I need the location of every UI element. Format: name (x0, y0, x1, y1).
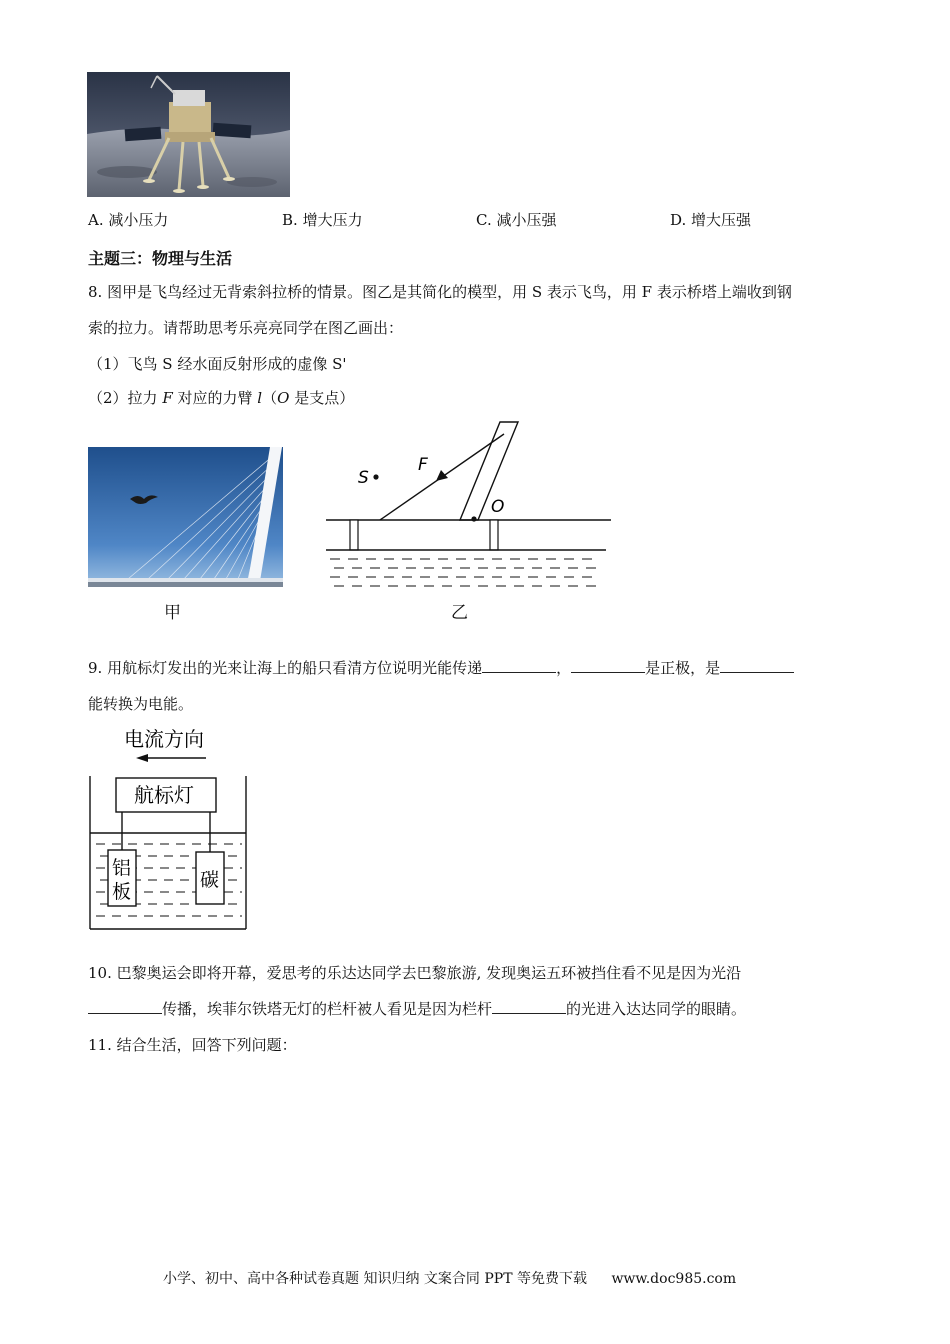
carbon-label: 碳 (200, 869, 220, 891)
answer-blank[interactable] (492, 999, 566, 1014)
answer-blank[interactable] (720, 658, 794, 673)
lamp-label: 航标灯 (134, 783, 194, 807)
q11-line1: 11. 结合生活，回答下列问题： (88, 1036, 297, 1054)
current-arrow-head (136, 754, 148, 762)
q9-line2: 能转换为电能。 (88, 695, 194, 713)
option-c (476, 210, 557, 230)
fig-b-caption: 乙 (451, 603, 468, 623)
section-title: 主题三：物理与生活 (88, 249, 233, 268)
option-a-letter: A. (88, 211, 104, 229)
option-a-text: 减小压力 (108, 211, 169, 229)
force-arrow-head (436, 470, 448, 481)
footer-text: 小学、初中、高中各种试卷真题 知识归纳 文案合同 PPT 等免费下载 (163, 1271, 587, 1287)
answer-blank[interactable] (571, 658, 645, 673)
bridge-photo (88, 447, 283, 587)
aluminum-label-2: 板 (112, 881, 132, 903)
pylon (460, 422, 518, 520)
option-a (88, 210, 168, 230)
q8-item2-O: O (277, 389, 290, 407)
label-o: O (491, 497, 505, 517)
option-c-letter: C. (476, 211, 492, 229)
q8-item2-F: F (162, 389, 173, 407)
q10-line2-text: 的光进入达达同学的眼睛。 (566, 1000, 747, 1018)
option-d-text: 增大压强 (691, 211, 752, 229)
option-b (282, 210, 363, 230)
q10-line1: 10. 巴黎奥运会即将开幕，爱思考的乐达达同学去巴黎旅游, 发现奥运五环被挡住看不见是因为光沿 (88, 964, 742, 982)
option-b-letter: B. (282, 211, 298, 229)
q8-item2-part: 是支点） (289, 389, 355, 407)
q10-line2-text: 传播，埃菲尔铁塔无灯的栏杆被人看见是因为栏杆 (162, 1000, 493, 1018)
aluminum-label-1: 铝 (112, 857, 132, 879)
fig-a-caption: 甲 (164, 603, 181, 623)
pivot-point-o (471, 516, 476, 521)
bird-point-s (373, 474, 378, 479)
option-b-text: 增大压力 (302, 211, 363, 229)
current-direction-label: 电流方向 (124, 727, 204, 751)
label-f: F (418, 455, 428, 475)
q8-line2: 索的拉力。请帮助思考乐亮亮同学在图乙画出： (88, 319, 404, 337)
option-d-letter: D. (670, 211, 687, 229)
option-d (670, 210, 751, 230)
q8-item2 (88, 388, 354, 408)
q9-line1-text: ， (556, 659, 572, 677)
q10-line2 (88, 999, 746, 1019)
answer-blank[interactable] (482, 658, 556, 673)
option-c-text: 减小压强 (496, 211, 557, 229)
q8-item2-part: 对应的力臂 (172, 389, 258, 407)
lunar-lander-photo (87, 72, 290, 197)
buoy-lamp-diagram (86, 722, 251, 932)
footer-link[interactable]: www.doc985.com (611, 1271, 737, 1287)
label-s: S (358, 468, 369, 488)
q8-item2-l: l (257, 389, 263, 407)
q8-line1: 8. 图甲是飞鸟经过无背索斜拉桥的情景。图乙是其简化的模型，用 S 表示飞鸟，用 F 表示桥塔上端收到钢 (88, 283, 792, 301)
q8-item2-part: （2）拉力 (88, 389, 163, 407)
footer (163, 1269, 736, 1289)
bridge-model-diagram (320, 418, 620, 593)
q8-item2-part: （ (262, 389, 278, 407)
answer-blank[interactable] (88, 999, 162, 1014)
q9-line1 (88, 658, 794, 678)
q8-item1: （1）飞鸟 S 经水面反射形成的虚像 S' (88, 355, 347, 373)
q9-line1-text: 是正极，是 (645, 659, 721, 677)
q9-line1-text: 9. 用航标灯发出的光来让海上的船只看清方位说明光能传递 (88, 659, 483, 677)
